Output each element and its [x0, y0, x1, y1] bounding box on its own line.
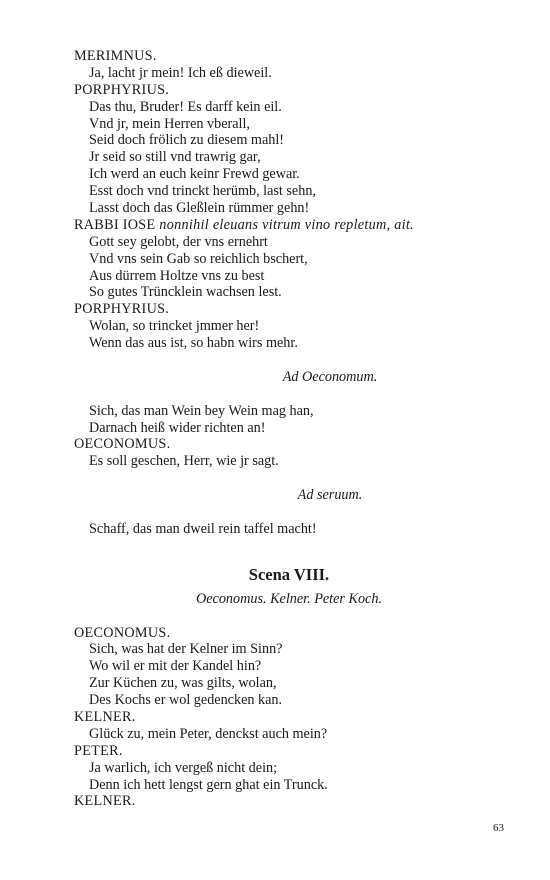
stage-direction: Ad seruum. — [297, 487, 363, 504]
scene-persons: Oeconomus. Kelner. Peter Koch. — [196, 590, 382, 607]
text-block-d — [74, 521, 474, 538]
text-block-a — [74, 48, 474, 217]
stage-direction: Ad Oeconomum. — [282, 368, 378, 385]
spacer — [74, 470, 474, 487]
stage-direction-rabbi — [74, 217, 474, 234]
verse-line: Wenn das aus ist, so habn wirs mehr. — [89, 335, 298, 352]
text-block-c — [74, 403, 474, 471]
verse-line: Vnd jr, mein Herren vberall, — [89, 115, 250, 132]
spacer — [74, 538, 474, 555]
verse-line: Schaff, das man dweil rein taffel macht! — [89, 520, 317, 537]
spacer — [74, 352, 474, 369]
verse-line: Es soll geschen, Herr, wie jr sagt. — [89, 453, 279, 470]
verse-line: Des Kochs er wol gedencken kan. — [89, 692, 283, 709]
speaker-name: MERIMNUS. — [74, 48, 157, 64]
spacer — [74, 386, 474, 403]
verse-line: So gutes Trüncklein wachsen lest. — [89, 284, 282, 301]
text-block-e — [74, 625, 474, 811]
verse-line: Lasst doch das Gleßlein rümmer gehn! — [89, 200, 310, 217]
text-block-b — [74, 234, 474, 352]
scene-title: Scena VIII. — [248, 564, 330, 584]
verse-line: Wo wil er mit der Kandel hin? — [89, 658, 262, 675]
verse-line: Denn ich hett lengst gern ghat ein Trunck. — [89, 776, 328, 793]
verse-line: Sich, das man Wein bey Wein mag han, — [89, 402, 314, 419]
speaker-name: PETER. — [74, 742, 123, 759]
verse-line: Seid doch frölich zu diesem mahl! — [89, 132, 285, 149]
verse-line: Sich, was hat der Kelner im Sinn? — [89, 641, 283, 658]
verse-line: Wolan, so trincket jmmer her! — [89, 318, 260, 335]
speaker-name: KELNER. — [74, 793, 136, 810]
verse-line: Esst doch vnd trinckt herümb, last sehn, — [89, 183, 316, 200]
verse-line: Ja, lacht jr mein! Ich eß dieweil. — [89, 64, 272, 81]
spacer — [74, 504, 474, 521]
stage-direction-text: nonnihil eleuans vitrum vino repletum, ait. — [159, 216, 415, 233]
verse-line: Jr seid so still vnd trawrig gar, — [89, 149, 261, 166]
speaker-name: PORPHYRIUS. — [74, 301, 170, 318]
verse-line: Ja warlich, ich vergeß nicht dein; — [89, 759, 278, 776]
verse-line: Das thu, Bruder! Es darff kein eil. — [89, 98, 282, 115]
book-page — [74, 48, 474, 810]
verse-line: Glück zu, mein Peter, denckst auch mein? — [89, 725, 328, 742]
spacer — [74, 608, 474, 625]
page-number: 63 — [493, 822, 504, 834]
spacer — [74, 555, 474, 565]
verse-line: Aus dürrem Holtze vns zu best — [89, 267, 265, 284]
verse-line: Darnach heiß wider richten an! — [89, 419, 266, 436]
speaker-name: OECONOMUS. — [74, 436, 171, 453]
verse-line: Gott sey gelobt, der vns ernehrt — [89, 233, 268, 250]
speaker-name: PORPHYRIUS. — [74, 81, 170, 98]
speaker-name: OECONOMUS. — [74, 624, 171, 641]
verse-line: Zur Küchen zu, was gilts, wolan, — [89, 675, 277, 692]
verse-line: Ich werd an euch keinr Frewd gewar. — [89, 166, 300, 183]
speaker-name: RABBI IOSE — [74, 216, 156, 233]
speaker-name: KELNER. — [74, 708, 136, 725]
verse-line: Vnd vns sein Gab so reichlich bschert, — [89, 250, 308, 267]
